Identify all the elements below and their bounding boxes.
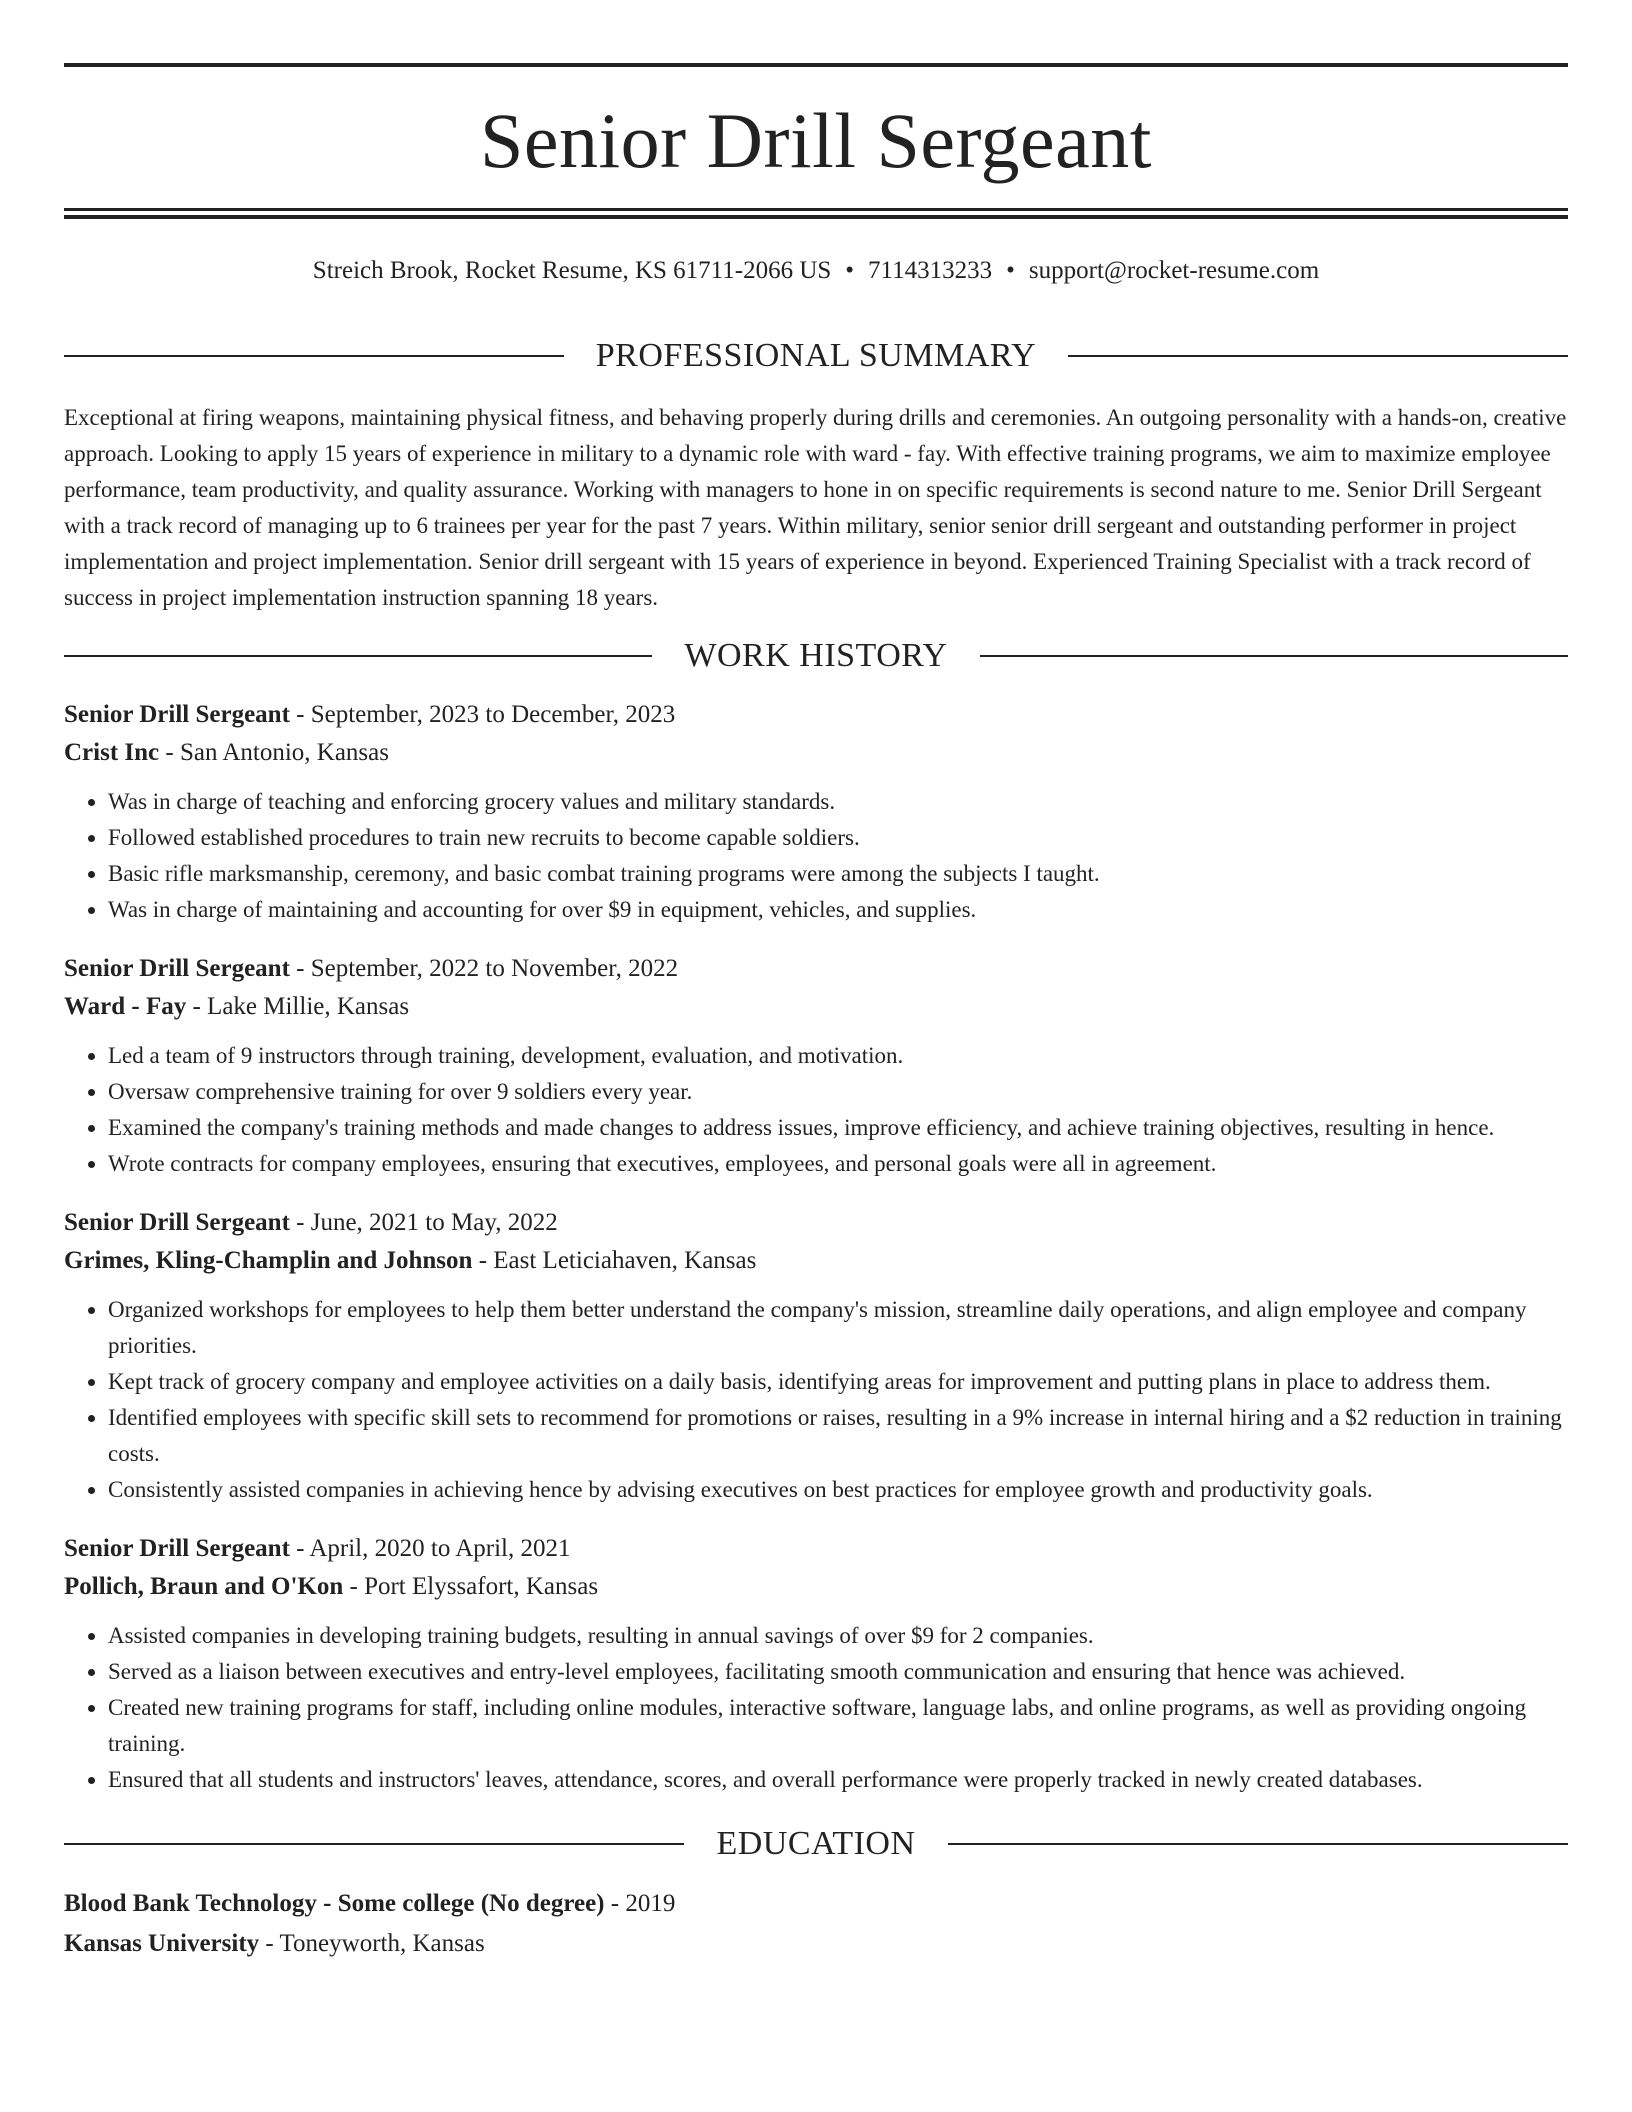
job-location: - San Antonio, Kansas bbox=[159, 739, 389, 766]
job-title-line bbox=[64, 696, 1568, 734]
job-entry bbox=[64, 1204, 1568, 1508]
job-bullets bbox=[64, 1292, 1568, 1508]
list-item: • Basic rifle marksmanship, ceremony, and basic combat training programs were among the subjects I taught. bbox=[108, 856, 1568, 892]
education-title: EDUCATION bbox=[716, 1825, 916, 1862]
list-item: • Assisted companies in developing training budgets, resulting in annual savings of over $9 for 2 companies. bbox=[108, 1618, 1568, 1654]
heading-rule-right bbox=[948, 1843, 1568, 1845]
header-bottom-rule bbox=[64, 208, 1568, 211]
list-item: • Oversaw comprehensive training for over 9 soldiers every year. bbox=[108, 1074, 1568, 1110]
job-company-line bbox=[64, 988, 1568, 1026]
work-heading bbox=[64, 632, 1568, 680]
education-year: - 2019 bbox=[604, 1890, 676, 1917]
list-item: • Identified employees with specific skill sets to recommend for promotions or raises, resulting in a 9% increase in internal hiring and a $2 reduction in training costs. bbox=[108, 1400, 1568, 1472]
job-entry bbox=[64, 696, 1568, 928]
job-role: Senior Drill Sergeant bbox=[64, 955, 290, 982]
job-company-line bbox=[64, 1242, 1568, 1280]
list-item: • Ensured that all students and instructors' leaves, attendance, scores, and overall performance were properly tracked in newly created databases. bbox=[108, 1762, 1568, 1798]
education-location: - Toneyworth, Kansas bbox=[259, 1930, 485, 1957]
job-location: - Port Elyssafort, Kansas bbox=[343, 1573, 599, 1600]
list-item: • Created new training programs for staff, including online modules, interactive software, language labs, and online programs, as well as providing ongoing training. bbox=[108, 1690, 1568, 1762]
education-heading bbox=[64, 1820, 1568, 1868]
summary-title: PROFESSIONAL SUMMARY bbox=[595, 337, 1037, 374]
job-title-line bbox=[64, 1204, 1568, 1242]
job-dates: - September, 2023 to December, 2023 bbox=[289, 701, 676, 728]
job-entry bbox=[64, 950, 1568, 1182]
job-dates: - September, 2022 to November, 2022 bbox=[289, 955, 679, 982]
job-company: Ward - Fay bbox=[64, 993, 187, 1020]
list-item: • Organized workshops for employees to help them better understand the company's mission, streamline daily operations, and align employee and company priorities. bbox=[108, 1292, 1568, 1364]
list-item: • Wrote contracts for company employees, ensuring that executives, employees, and personal goals were all in agreement. bbox=[108, 1146, 1568, 1182]
job-title-line bbox=[64, 1530, 1568, 1568]
job-company: Pollich, Braun and O'Kon bbox=[64, 1573, 344, 1600]
contact-line bbox=[64, 254, 1568, 288]
job-company-line bbox=[64, 734, 1568, 772]
list-item: • Was in charge of teaching and enforcing grocery values and military standards. bbox=[108, 784, 1568, 820]
job-location: - Lake Millie, Kansas bbox=[186, 993, 410, 1020]
summary-text: Exceptional at firing weapons, maintaining physical fitness, and behaving properly during drills and ceremonies. An outgoing personality with a hands-on, creative approach. Looking to apply 15 years of experience in military to a dynamic role with ward - fay. With effective training programs, we aim to maximize employee performance, team productivity, and quality assurance. Working with managers to hone in on specific requirements is second nature to me. Senior Drill Sergeant with a track record of managing up to 6 trainees per year for the past 7 years. Within military, senior senior drill sergeant and outstanding performer in project implementation and project implementation. Senior drill sergeant with 15 years of experience in beyond. Experienced Training Specialist with a track record of success in project implementation instruction spanning 18 years. bbox=[64, 405, 1567, 610]
heading-rule-left bbox=[64, 355, 564, 357]
job-title-line bbox=[64, 950, 1568, 988]
job-company: Grimes, Kling-Champlin and Johnson bbox=[64, 1247, 473, 1274]
education-school: Kansas University bbox=[64, 1930, 260, 1957]
resume-content bbox=[64, 332, 1568, 1964]
job-dates: - June, 2021 to May, 2022 bbox=[289, 1209, 558, 1236]
list-item: • Followed established procedures to train new recruits to become capable soldiers. bbox=[108, 820, 1568, 856]
job-role: Senior Drill Sergeant bbox=[64, 1209, 290, 1236]
job-entry bbox=[64, 1530, 1568, 1798]
page-title: Senior Drill Sergeant bbox=[480, 97, 1152, 184]
summary-heading bbox=[64, 332, 1568, 380]
job-dates: - April, 2020 to April, 2021 bbox=[289, 1535, 571, 1562]
list-item: • Served as a liaison between executives and entry-level employees, facilitating smooth communication and ensuring that hence was achieved. bbox=[108, 1654, 1568, 1690]
heading-rule-right bbox=[980, 655, 1568, 657]
job-bullets bbox=[64, 1038, 1568, 1182]
list-item: • Was in charge of maintaining and accounting for over $9 in equipment, vehicles, and supplies. bbox=[108, 892, 1568, 928]
header-bottom-rule-thick bbox=[64, 215, 1568, 219]
job-role: Senior Drill Sergeant bbox=[64, 701, 290, 728]
list-item: • Examined the company's training methods and made changes to address issues, improve efficiency, and achieve training objectives, resulting in hence. bbox=[108, 1110, 1568, 1146]
header-top-rule bbox=[64, 63, 1568, 67]
work-list bbox=[64, 696, 1568, 1798]
contact-phone: 7114313233 bbox=[868, 257, 993, 284]
job-bullets bbox=[64, 1618, 1568, 1798]
list-item: • Kept track of grocery company and employee activities on a daily basis, identifying areas for improvement and putting plans in place to address them. bbox=[108, 1364, 1568, 1400]
work-title: WORK HISTORY bbox=[684, 637, 948, 674]
contact-email: support@rocket-resume.com bbox=[1028, 257, 1320, 284]
heading-rule-left bbox=[64, 655, 652, 657]
education-degree: Blood Bank Technology - Some college (No degree) bbox=[64, 1890, 605, 1917]
contact-separator: • bbox=[845, 257, 855, 284]
job-bullets bbox=[64, 784, 1568, 928]
contact-address: Streich Brook, Rocket Resume, KS 61711-2066 US bbox=[312, 257, 832, 284]
job-company-line bbox=[64, 1568, 1568, 1606]
education-degree-line bbox=[64, 1884, 1568, 1924]
list-item: • Consistently assisted companies in achieving hence by advising executives on best practices for employee growth and productivity goals. bbox=[108, 1472, 1568, 1508]
list-item: • Led a team of 9 instructors through training, development, evaluation, and motivation. bbox=[108, 1038, 1568, 1074]
job-location: - East Leticiahaven, Kansas bbox=[472, 1247, 757, 1274]
job-company: Crist Inc bbox=[64, 739, 160, 766]
job-role: Senior Drill Sergeant bbox=[64, 1535, 290, 1562]
heading-rule-left bbox=[64, 1843, 684, 1845]
education-school-line bbox=[64, 1924, 1568, 1964]
education-entry bbox=[64, 1884, 1568, 1964]
contact-separator: • bbox=[1006, 257, 1015, 284]
heading-rule-right bbox=[1068, 355, 1568, 357]
